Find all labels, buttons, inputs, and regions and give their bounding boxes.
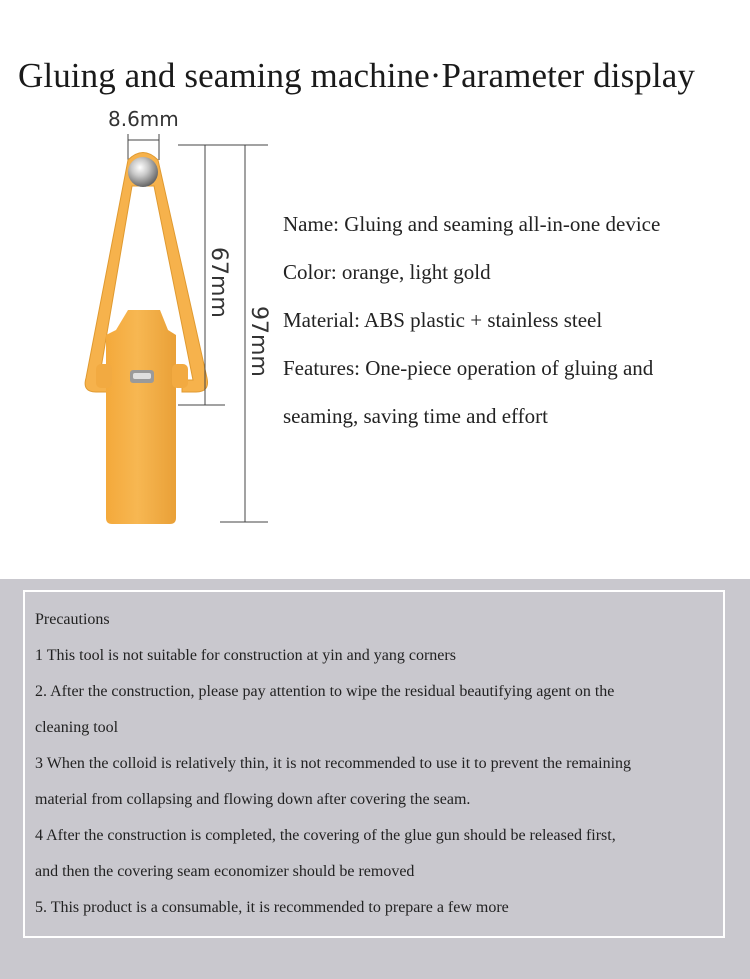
precaution-line: 4 After the construction is completed, the covering of the glue gun should be released first, <box>35 827 616 844</box>
precaution-line: cleaning tool <box>35 719 119 736</box>
spec-features-cont: seaming, saving time and effort <box>283 404 548 428</box>
spec-name: Name: Gluing and seaming all-in-one device <box>283 212 661 236</box>
steel-ball <box>128 157 158 187</box>
total-length-label: 97mm <box>246 306 271 377</box>
spec-color: Color: orange, light gold <box>283 260 491 284</box>
specification-list <box>283 200 733 440</box>
spec-material: Material: ABS plastic + stainless steel <box>283 308 603 332</box>
precaution-line: 3 When the colloid is relatively thin, it is not recommended to use it to prevent the remaining <box>35 755 632 772</box>
precaution-line: 5. This product is a consumable, it is recommended to prepare a few more <box>35 899 509 916</box>
inner-length-label: 67mm <box>206 247 231 318</box>
precautions-heading: Precautions <box>35 611 110 628</box>
precaution-line: 2. After the construction, please pay attention to wipe the residual beautifying agent on the <box>35 683 615 700</box>
precautions-text <box>35 602 725 926</box>
precaution-line: 1 This tool is not suitable for construction at yin and yang corners <box>35 647 456 664</box>
precaution-line: material from collapsing and flowing down after covering the seam. <box>35 791 471 808</box>
precaution-line: and then the covering seam economizer should be removed <box>35 863 415 880</box>
ball-diameter-label: 8.6mm <box>108 107 179 131</box>
seaming-tool <box>85 153 207 525</box>
total-length-dimension <box>220 145 271 522</box>
page-title: Gluing and seaming machine·Parameter display <box>18 56 695 95</box>
spec-features: Features: One-piece operation of gluing and <box>283 356 654 380</box>
